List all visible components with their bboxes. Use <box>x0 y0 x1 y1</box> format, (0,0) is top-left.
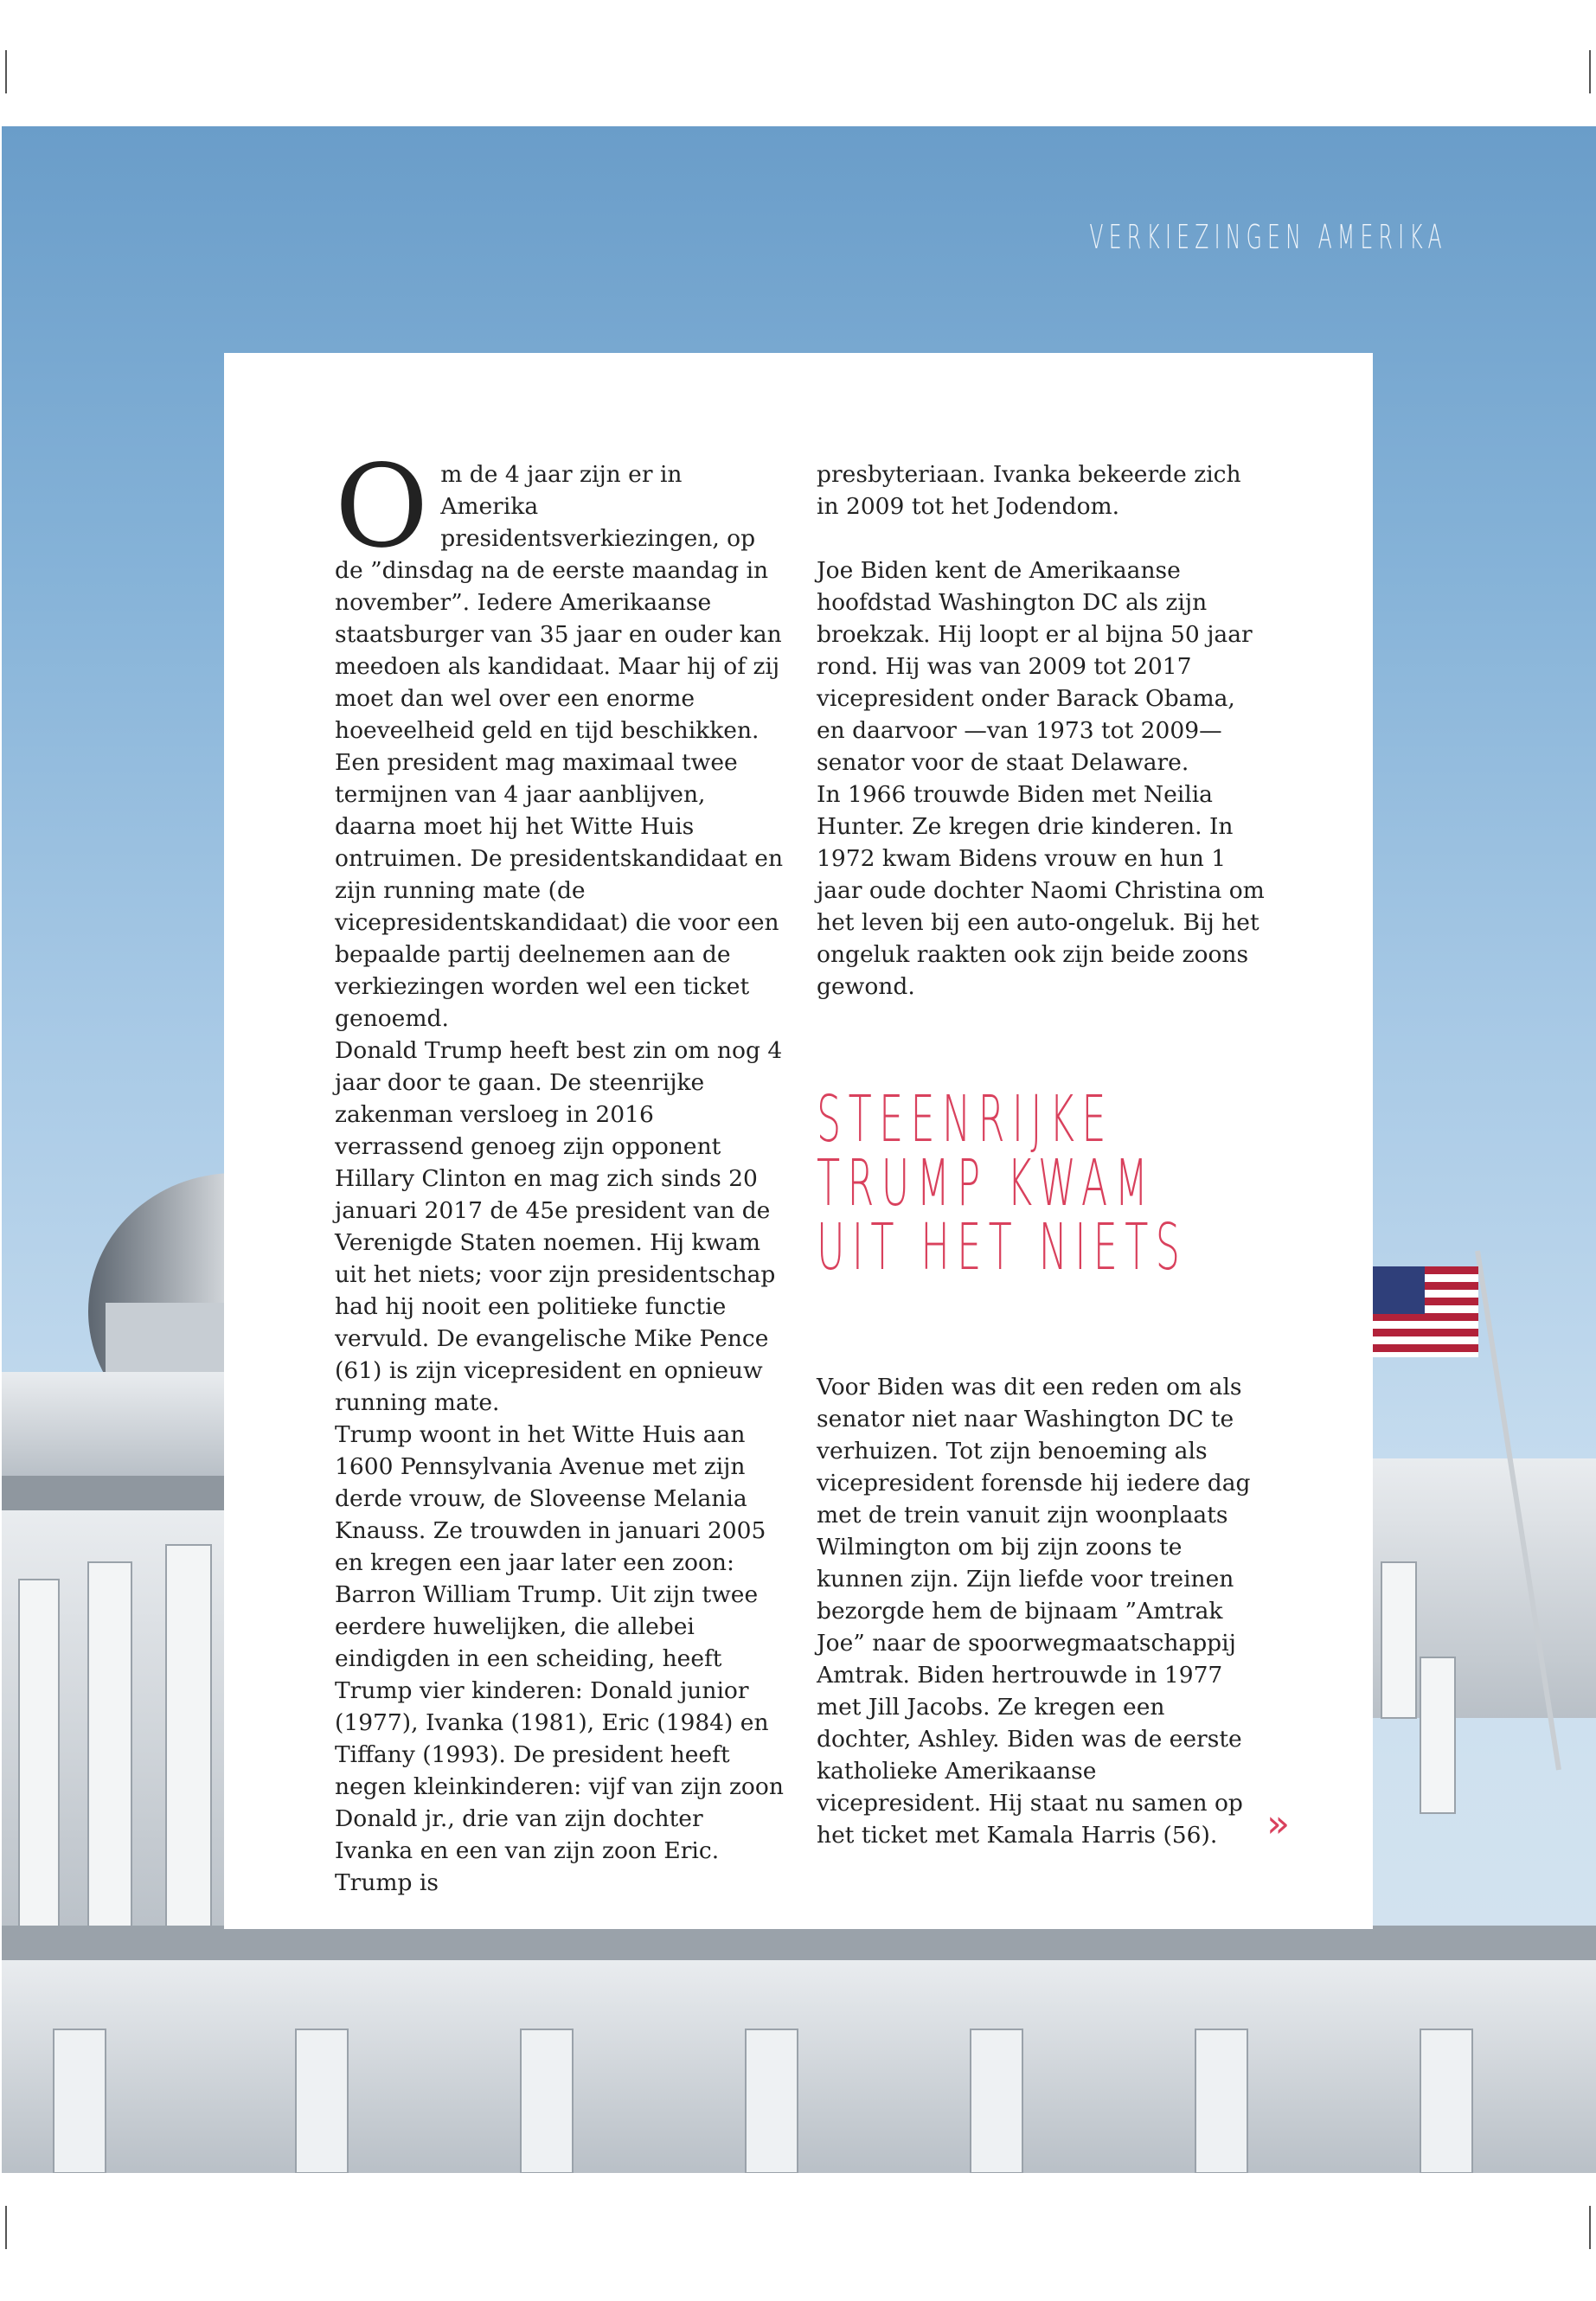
facade-cornice <box>2 1926 1596 1960</box>
section-heading <box>817 1082 1188 1285</box>
paragraph: Trump woont in het Witte Huis aan 1600 Pennsylvania Avenue met zijn derde vrouw, de Sloveense Melania Knauss. Ze trouwden in januari 2005 en kregen een jaar later een zoon: Barron William Trump. Uit zijn twee eerdere huwelijken, die allebei eindigden in een scheiding, heeft Trump vier kinderen: Donald junior (1977), Ivanka (1981), Eric (1984) en Tiffany (1993). De president heeft negen kleinkinderen: vijf van zijn zoon Donald jr., drie van zijn dochter Ivanka en een van zijn zoon Eric. Trump is <box>335 1421 784 1896</box>
paragraph: Donald Trump heeft best zin om nog 4 jaar door te gaan. De steenrijke zakenman versloeg in 2016 verrassend genoeg zijn opponent Hillary Clinton en mag zich sinds 20 januari 2017 de 45e president van de Verenigde Staten noemen. Hij kwam uit het niets; voor zijn presidentschap had hij nooit een politieke functie vervuld. De evangelische Mike Pence (61) is zijn vicepresident en opnieuw running mate. <box>335 1037 783 1416</box>
heading-line: TRUMP KWAM <box>817 1146 1156 1221</box>
article-column-left <box>335 440 785 1899</box>
paragraph: presbyteriaan. Ivanka bekeerde zich in 2009 tot het Jodendom. <box>817 461 1241 520</box>
continue-arrow-icon: » <box>1266 1802 1290 1846</box>
crop-mark <box>1589 50 1591 93</box>
paragraph: In 1966 trouwde Biden met Neilia Hunter. Ze kregen drie kinderen. In 1972 kwam Bidens vrouw en hun 1 jaar oude dochter Naomi Christina om het leven bij een auto-ongeluk. Bij het ongeluk raakten ook zijn beide zoons gewond. <box>817 781 1265 1000</box>
heading-line: UIT HET NIETS <box>817 1210 1188 1285</box>
paragraph: m de 4 jaar zijn er in Amerika presidentsverkiezingen, op de ”dinsdag na de eerste maandag in november”. Iedere Amerikaanse staatsburger van 35 jaar en ouder kan meedoen als kandidaat. Maar hij of zij moet dan wel over een enorme hoeveelheid geld en tijd beschikken. Een president mag maximaal twee termijnen van 4 jaar aanblijven, daarna moet hij het Witte Huis ontruimen. De presidentskandidaat en zijn running mate (de vicepresidentskandidaat) die voor een bepaalde partij deelnemen aan de verkiezingen worden wel een ticket genoemd. <box>335 461 784 1032</box>
drop-cap: O <box>335 440 429 574</box>
american-flag <box>1373 1266 1478 1357</box>
heading-line: STEENRIJKE <box>817 1082 1113 1157</box>
article-card <box>224 353 1373 1929</box>
article-column-right <box>817 458 1266 1851</box>
crop-mark <box>5 2206 7 2249</box>
crop-mark <box>1589 2206 1591 2249</box>
paragraph: Voor Biden was dit een reden om als senator niet naar Washington DC te verhuizen. Tot zijn benoeming als vicepresident forensde hij iedere dag met de trein vanuit zijn woonplaats Wilmington om bij zijn zoons te kunnen zijn. Zijn liefde voor treinen bezorgde hem de bijnaam ”Amtrak Joe” naar de spoorwegmaatschappij Amtrak. Biden hertrouwde in 1977 met Jill Jacobs. Ze kregen een dochter, Ashley. Biden was de eerste katholieke Amerikaanse vicepresident. Hij staat nu samen op het ticket met Kamala Harris (56). <box>817 1374 1251 1849</box>
section-label: VERKIEZINGEN AMERIKA <box>1089 218 1447 256</box>
crop-mark <box>5 50 7 93</box>
facade <box>2 1960 1596 2173</box>
paragraph: Joe Biden kent de Amerikaanse hoofdstad Washington DC als zijn broekzak. Hij loopt er al bijna 50 jaar rond. Hij was van 2009 tot 2017 vicepresident onder Barack Obama, en daarvoor —van 1973 tot 2009— senator voor de staat Delaware. <box>817 557 1253 776</box>
columns-left <box>19 1545 211 1943</box>
